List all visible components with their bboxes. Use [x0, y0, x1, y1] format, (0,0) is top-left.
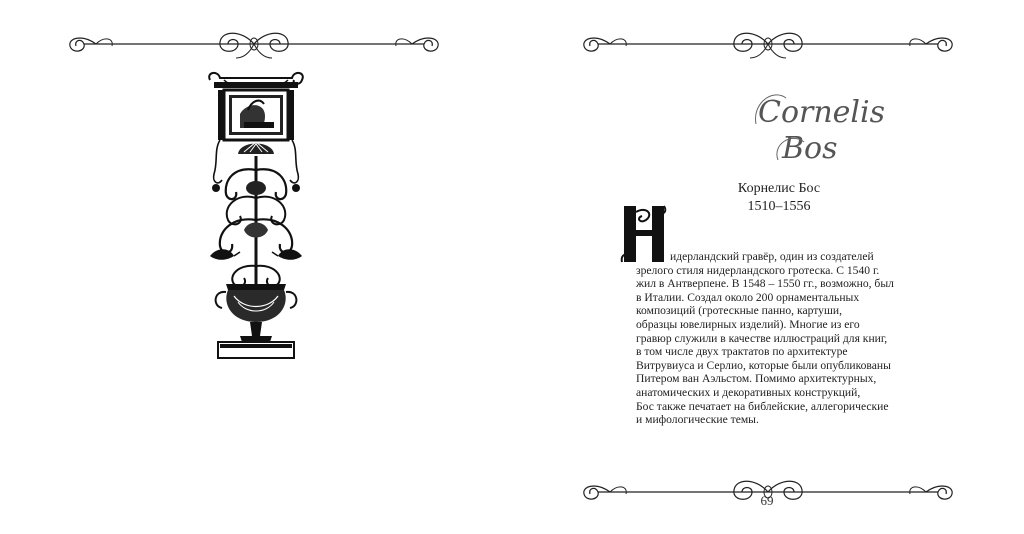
body-line: образцы ювелирных изделий). Многие из его [636, 317, 860, 331]
script-signature-line2: Bos [782, 131, 838, 166]
top-flourish-divider [62, 24, 446, 64]
body-line: композиций (гротескные панно, картуши, [636, 304, 842, 318]
body-line: зрелого стиля нидерландского гротеска. С 1540 г. [636, 263, 880, 277]
body-line: Витрувиуса и Серлио, которые были опубликованы [636, 358, 891, 372]
body-line: в Италии. Создал около 200 орнаментальных [636, 290, 860, 304]
body-line: идерландский гравёр, один из создателей [670, 250, 874, 263]
script-signature-line1: Cornelis [758, 95, 886, 130]
page-number: 69 [760, 493, 774, 508]
script-signature [752, 84, 886, 168]
artist-heading [729, 180, 829, 216]
body-line: Бос также печатает на библейские, аллегорические [636, 399, 889, 413]
body-line: и мифологические темы. [636, 413, 759, 427]
biography-text [636, 250, 906, 427]
body-line: в том числе двух трактатов по архитектуре [636, 345, 848, 359]
ornamental-vase-engraving [204, 70, 308, 362]
artist-dates: 1510–1556 [747, 199, 811, 214]
body-line: гравюр служили в качестве иллюстраций для книг, [636, 331, 888, 345]
artist-name: Корнелис Бос [737, 181, 821, 196]
body-line: жил в Антверпене. В 1548 – 1550 гг., возможно, был [636, 277, 894, 291]
body-line: Питером ван Аэльстом. Помимо архитектурных, [636, 372, 877, 386]
top-flourish-divider [576, 24, 960, 64]
drop-cap-letter: Н [620, 204, 621, 205]
body-line: анатомических и декоративных конструкций, [636, 385, 861, 399]
